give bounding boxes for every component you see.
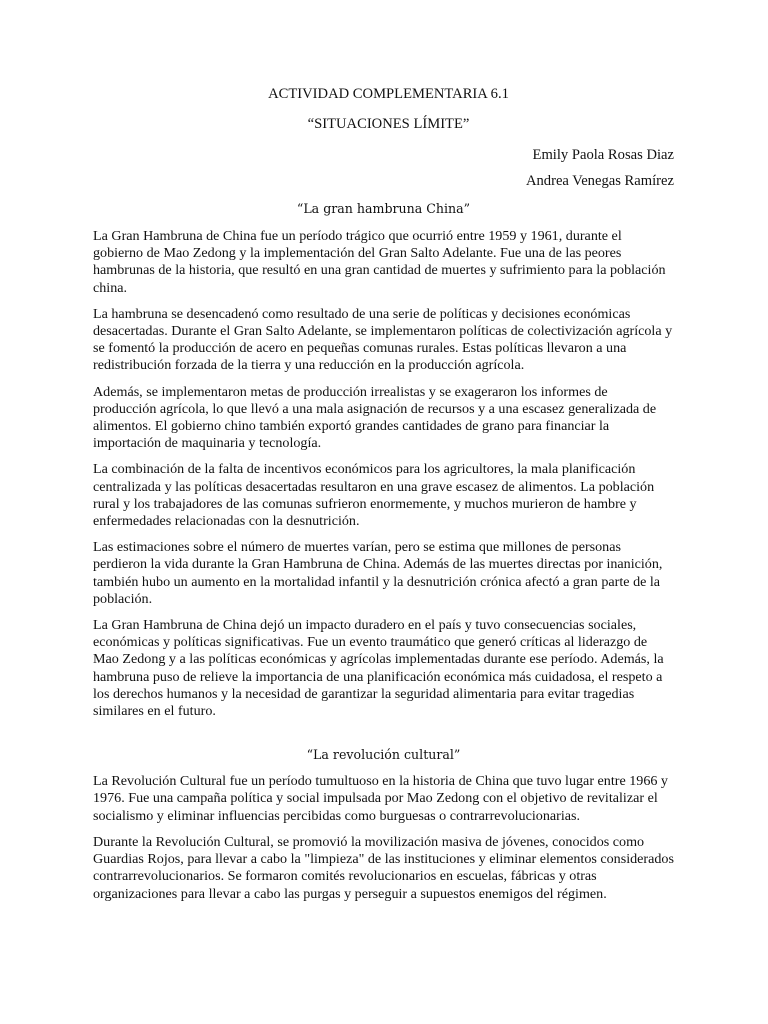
paragraph: Además, se implementaron metas de producción irrealistas y se exageraron los informes de producción agrícola, lo que llevó a una mala asignación de recursos y a una escasez generalizada de alimentos. El gobierno chino también exportó grandes cantidades de grano para financiar la importación de maquinaria y tecnología.	[93, 383, 657, 452]
document-subtitle: “SITUACIONES LÍMITE”	[307, 116, 470, 132]
paragraph: La combinación de la falta de incentivos económicos para los agricultores, la mala planificación centralizada y las políticas desacertadas resultaron en una grave escasez de alimentos. La población rural y los trabajadores de las comunas sufrieron enormemente, y muchos murieron de hambre y enfermedades relacionadas con la desnutrición.	[93, 461, 655, 530]
section-heading-revolucion-cultural: “La revolución cultural”	[306, 747, 461, 763]
paragraph: La hambruna se desencadenó como resultado de una serie de políticas y decisiones económicas desacertadas. Durante el Gran Salto Adelante, se implementaron políticas de colectivización agrícola y se fomentó la producción de acero en pequeñas comunas rurales. Estas políticas llevaron a una redistribución forzada de la tierra y una reducción en la producción agrícola.	[93, 305, 673, 374]
author-name: Emily Paola Rosas Diaz	[532, 147, 674, 163]
paragraph: La Revolución Cultural fue un período tumultuoso en la historia de China que tuvo lugar entre 1966 y 1976. Fue una campaña política y social impulsada por Mao Zedong con el objetivo de revitalizar el socialismo y eliminar influencias percibidas como burguesas o contrarrevolucionarias.	[93, 773, 668, 824]
paragraph: La Gran Hambruna de China fue un período trágico que ocurrió entre 1959 y 1961, durante el gobierno de Mao Zedong y la implementación del Gran Salto Adelante. Fue una de las peores hambrunas de la historia, que resultó en una gran cantidad de muertes y sufrimiento para la población china.	[93, 228, 666, 296]
section-heading-gran-hambruna: “La gran hambruna China”	[296, 201, 471, 216]
paragraph: Durante la Revolución Cultural, se promovió la movilización masiva de jóvenes, conocidos como Guardias Rojos, para llevar a cabo la "limpieza" de las instituciones y eliminar elementos considerados contrarrevolucionarios. Se formaron comités revolucionarios en escuelas, fábricas y otras organizaciones para llevar a cabo las purgas y perseguir a supuestos enemigos del régimen.	[93, 833, 674, 902]
document-title: ACTIVIDAD COMPLEMENTARIA 6.1	[268, 86, 509, 102]
author-name: Andrea Venegas Ramírez	[525, 173, 674, 189]
paragraph: La Gran Hambruna de China dejó un impacto duradero en el país y tuvo consecuencias sociales, económicas y políticas significativas. Fue un evento traumático que generó críticas al liderazgo de Mao Zedong y a las políticas económicas y agrícolas implementadas durante ese período. Además, la hambruna puso de relieve la importancia de una planificación económica más cuidadosa, el respeto a los derechos humanos y la necesidad de garantizar la seguridad alimentaria para evitar tragedias similares en el futuro.	[93, 617, 664, 720]
paragraph: Las estimaciones sobre el número de muertes varían, pero se estima que millones de personas perdieron la vida durante la Gran Hambruna de China. Además de las muertes directas por inanición, también hubo un aumento en la mortalidad infantil y la desnutrición crónica afectó a gran parte de la población.	[93, 539, 663, 607]
